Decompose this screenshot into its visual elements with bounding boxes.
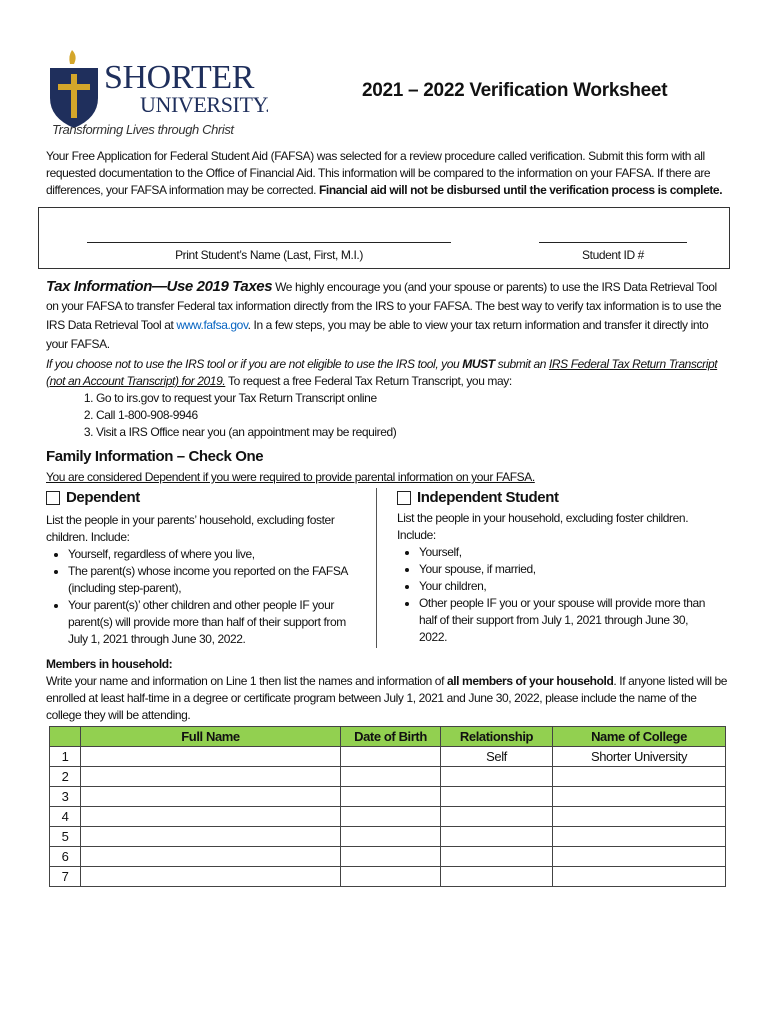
family-heading: Family Information – Check One [46,448,264,465]
row-number: 5 [50,827,81,847]
dependent-label: Dependent [66,489,140,506]
relationship-cell[interactable] [441,827,553,847]
step: 2. Call 1-800-908-9946 [96,407,730,424]
list-item: • Your children, [419,578,707,595]
college-cell[interactable] [553,787,726,807]
svg-text:SHORTER: SHORTER [104,59,255,96]
university-logo [44,46,268,142]
col-number [50,727,81,747]
independent-column [397,488,707,648]
dob-cell[interactable] [341,867,441,887]
row-number: 2 [50,767,81,787]
dob-cell[interactable] [341,807,441,827]
col-relationship: Relationship [441,727,553,747]
full-name-cell[interactable] [81,767,341,787]
row-number: 3 [50,787,81,807]
list-item: • The parent(s) whose income you reported on the FAFSA (including step-parent), [68,563,366,597]
full-name-cell[interactable] [81,847,341,867]
members-section [46,656,730,724]
college-cell[interactable] [553,807,726,827]
svg-text:Transforming Lives through Chr: Transforming Lives through Christ [52,122,234,137]
svg-text:UNIVERSITY.: UNIVERSITY. [140,92,268,117]
dob-cell[interactable] [341,787,441,807]
relationship-cell[interactable] [441,867,553,887]
college-cell[interactable] [553,827,726,847]
relationship-cell[interactable] [441,807,553,827]
full-name-cell[interactable] [81,787,341,807]
table-row [50,827,726,847]
irs-transcript-info: If you choose not to use the IRS tool or if you are not eligible to use the IRS tool, you MUST submit an IRS Federal Tax Return Transcript (not an Account Transcript) for 2019. To request a free Federal Tax Return Transcript, you may: 1. Go to irs.gov to request your Tax Return Transcript online 2. Call 1-800-908-9946 3. Visit a IRS Office near you (an appointment may be required) [46,356,730,441]
intro-text: Your Free Application for Federal Student Aid (FAFSA) was selected for a review procedure called verification. Submit this form with all requested documentation to the Office of Financial Aid. This information will be compared to the information on your FAFSA. If there are differences, your FAFSA information may be corrected. Financial aid will not be disbursed until the verification process is complete. [46,149,723,197]
table-row [50,847,726,867]
header [46,46,730,146]
relationship-cell[interactable] [441,847,553,867]
column-divider [376,488,377,648]
student-name-line[interactable] [87,242,451,243]
table-row [50,767,726,787]
household-table [49,726,726,887]
dependent-checkbox[interactable] [46,491,60,505]
dependent-column [46,488,366,648]
independent-checkbox[interactable] [397,491,411,505]
col-dob: Date of Birth [341,727,441,747]
row-number: 4 [50,807,81,827]
table-row [50,807,726,827]
college-cell[interactable] [553,847,726,867]
full-name-cell[interactable] [81,827,341,847]
independent-intro: List the people in your household, excluding foster children. Include: [397,511,689,542]
table-row [50,867,726,887]
page-title: 2021 – 2022 Verification Worksheet [362,80,668,101]
full-name-cell[interactable] [81,747,341,767]
dob-cell[interactable] [341,767,441,787]
members-instructions: Write your name and information on Line 1 then list the names and information of all members of your household. If anyone listed will be enrolled at least half-time in a degree or certificate program between July 1, 2021 and June 30, 2022, please include the name of the college they will be attending. [46,674,728,722]
college-cell[interactable] [553,767,726,787]
independent-label: Independent Student [417,489,559,506]
transcript-steps [46,390,730,441]
college-cell[interactable]: Shorter University [553,747,726,767]
list-item: • Yourself, [419,544,707,561]
relationship-cell[interactable] [441,787,553,807]
relationship-cell[interactable]: Self [441,747,553,767]
dob-cell[interactable] [341,847,441,867]
student-info-box [38,207,730,269]
row-number: 1 [50,747,81,767]
table-header [50,727,726,747]
row-number: 6 [50,847,81,867]
step: 3. Visit a IRS Office near you (an appointment may be required) [96,424,730,441]
college-cell[interactable] [553,867,726,887]
student-id-line[interactable] [539,242,687,243]
dependent-intro: List the people in your parents’ household, excluding foster children. Include: [46,513,335,544]
tax-info: Tax Information—Use 2019 Taxes We highly encourage you (and your spouse or parents) to use the IRS Data Retrieval Tool on your FAFSA to transfer Federal tax information directly from the IRS to your FAFSA. The best way to verify tax information is to use the IRS Data Retrieval Tool at www.fafsa.gov. In a few steps, you may be able to view your tax return information and transfer it directly into your FAFSA. [46,278,722,351]
row-number: 7 [50,867,81,887]
full-name-cell[interactable] [81,867,341,887]
dob-cell[interactable] [341,827,441,847]
student-id-label: Student ID # [582,248,644,262]
relationship-cell[interactable] [441,767,553,787]
table-row [50,787,726,807]
fafsa-link[interactable]: www.fafsa.gov [176,318,248,332]
full-name-cell[interactable] [81,807,341,827]
list-item: • Yourself, regardless of where you live, [68,546,366,563]
step: 1. Go to irs.gov to request your Tax Return Transcript online [96,390,730,407]
col-college: Name of College [553,727,726,747]
family-columns [46,488,730,648]
members-heading: Members in household: [46,657,173,671]
list-item: • Your parent(s)’ other children and other people IF your parent(s) will provide more than half of their support from July 1, 2021 through June 30, 2022. [68,597,366,648]
table-row [50,747,726,767]
student-name-label: Print Student’s Name (Last, First, M.I.) [175,248,363,262]
dob-cell[interactable] [341,747,441,767]
family-subtext: You are considered Dependent if you were required to provide parental information on your FAFSA. [46,470,535,484]
list-item: • Other people IF you or your spouse will provide more than half of their support from July 1, 2021 through June 30, 2022. [419,595,707,646]
col-full-name: Full Name [81,727,341,747]
list-item: • Your spouse, if married, [419,561,707,578]
